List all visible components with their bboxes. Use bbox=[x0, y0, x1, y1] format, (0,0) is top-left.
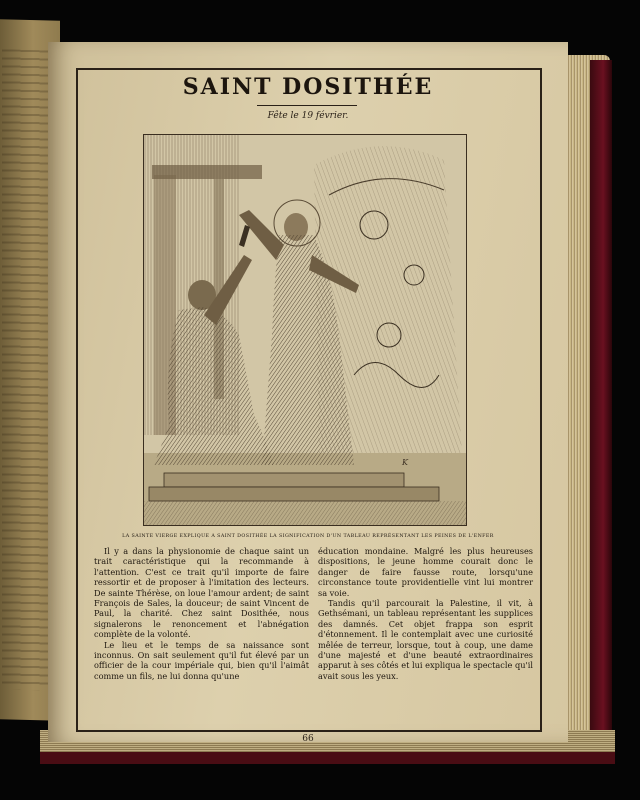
engraving-caption: LA SAINTE VIERGE EXPLIQUE A SAINT DOSITHÉE LA SIGNIFICATION D'UN TABLEAU REPRÉSENTANT LES PEINES DE L'ENFER bbox=[122, 534, 494, 539]
paragraph: Tandis qu'il parcourait la Palestine, il vit, à Gethsémani, un tableau représentant les supplices des damnés. Cet objet frappa son esprit d'étonnement. Il le contemplait avec une curiosité mêlée de terreur, lorsque, tout à coup, une dame d'une majesté et d'une beauté extraordinaires apparut à ses côtés et lui expliqua le spectacle qu'il avait sous les yeux. bbox=[318, 598, 533, 681]
book-page bbox=[48, 42, 568, 742]
page-number: 66 bbox=[302, 734, 314, 744]
left-page-text bbox=[2, 49, 50, 690]
engraving-art bbox=[144, 135, 466, 525]
feast-date: Fête le 19 février. bbox=[267, 111, 349, 121]
book-cover-spine bbox=[590, 60, 612, 750]
paragraph: Le lieu et le temps de sa naissance sont inconnus. On sait seulement qu'il fut élevé par un officier de la cour impériale qui, bien qu'il l'aimât comme un fils, ne lui donna qu'une bbox=[94, 639, 309, 681]
paragraph: Il y a dans la physionomie de chaque saint un trait caractéristique qui la recommande à l'attention. C'est ce trait qu'il importe de faire ressortir et de proposer à l'imitation des lecteurs. De sainte Thérèse, on loue l'amour ardent; de saint François de Sales, la douceur; de saint Vincent de Paul, la charité. Chez saint Dosithée, nous signalerons le renoncement et l'abnégation complète de la volonté. bbox=[94, 546, 309, 640]
svg-text:K: K bbox=[402, 458, 408, 467]
title-rule bbox=[257, 105, 357, 106]
paragraph: éducation mondaine. Malgré les plus heureuses dispositions, le jeune homme courait donc le danger de faire fausse route, lorsqu'une circonstance toute providentielle vint lui montrer sa voie. bbox=[318, 546, 533, 598]
engraving-illustration bbox=[143, 134, 467, 526]
book-cover-bottom bbox=[40, 752, 615, 764]
page-title: SAINT DOSITHÉE bbox=[182, 74, 434, 100]
text-column-right bbox=[318, 546, 533, 681]
text-column-left bbox=[94, 546, 309, 681]
